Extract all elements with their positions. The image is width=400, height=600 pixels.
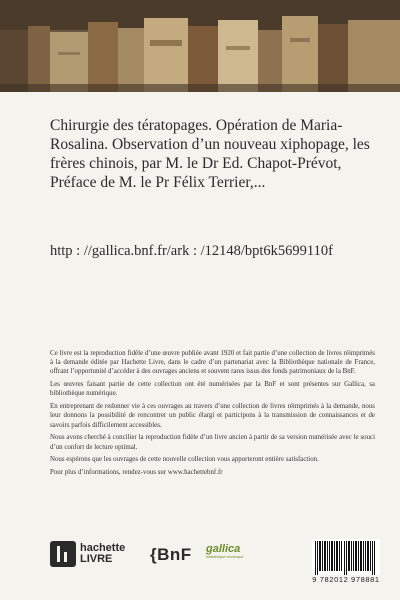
notice-paragraph: Pour plus d’informations, rendez-vous sur www.hachettebnf.fr <box>50 469 223 477</box>
notice-paragraph: En entreprenant de redonner vie à ces ouvrages au travers d’une collection de livres réimprimés à la demande, nous leur donnons la possibilité de rencontrer un public élargi et participons à la transmission de connaissances et de savoirs parfois difficilement accessibles. <box>50 403 375 429</box>
old-books-photo <box>0 0 400 92</box>
gallica-logo <box>206 543 244 567</box>
isbn-barcode <box>312 539 380 575</box>
notice-paragraph: Nous espérons que les ouvrages de cette nouvelle collection vous apporteront entière satisfaction. <box>50 456 319 464</box>
books-spines-image <box>0 0 400 92</box>
notice-paragraph: Les œuvres faisant partie de cette collection ont été numérisées par la BnF et sont présentes sur Gallica, sa bibliothèque numérique. <box>50 381 375 398</box>
isbn-number: 9 782012 978881 <box>312 575 380 584</box>
gallica-url: http : //gallica.bnf.fr/ark : /12148/bpt6k5699110f <box>50 243 333 259</box>
barcode-bars-icon <box>312 539 380 575</box>
gallica-subtitle: bibliothèque numérique <box>206 555 244 559</box>
publisher-logos <box>50 539 380 584</box>
notice-paragraph: Nous avons cherché à concilier la reproduction fidèle d’un livre ancien à partir de sa version numérisée avec le souci d’un confort de lecture optimal. <box>50 434 375 451</box>
hachette-wordmark: hachette <box>80 542 126 554</box>
hachette-livre-logo <box>50 541 125 567</box>
notice-paragraph: Ce livre est la reproduction fidèle d’une œuvre publiée avant 1920 et fait partie d’une collection de livres réimprimés à la demande éditée par Hachette Livre, dans le cadre d’un partenariat avec la Bibliothèque nationale de France, offrant l’opportunité d’accéder à des ouvrages anciens et souvent rares issus des fonds patrimoniaux de la BnF. <box>50 350 375 376</box>
gallica-wordmark: gallica <box>206 543 241 555</box>
bnf-logo: {BnF <box>150 545 192 564</box>
livre-wordmark: LIVRE <box>80 553 113 565</box>
hachette-h-icon <box>50 541 76 567</box>
collection-notice <box>50 349 375 481</box>
book-title: Chirurgie des tératopages. Opération de Maria-Rosalina. Observation d’un nouveau xiphopage, les frères chinois, par M. le Dr Ed. Chapot-Prévot, Préface de M. le Pr Félix Terrier,... <box>50 117 370 191</box>
